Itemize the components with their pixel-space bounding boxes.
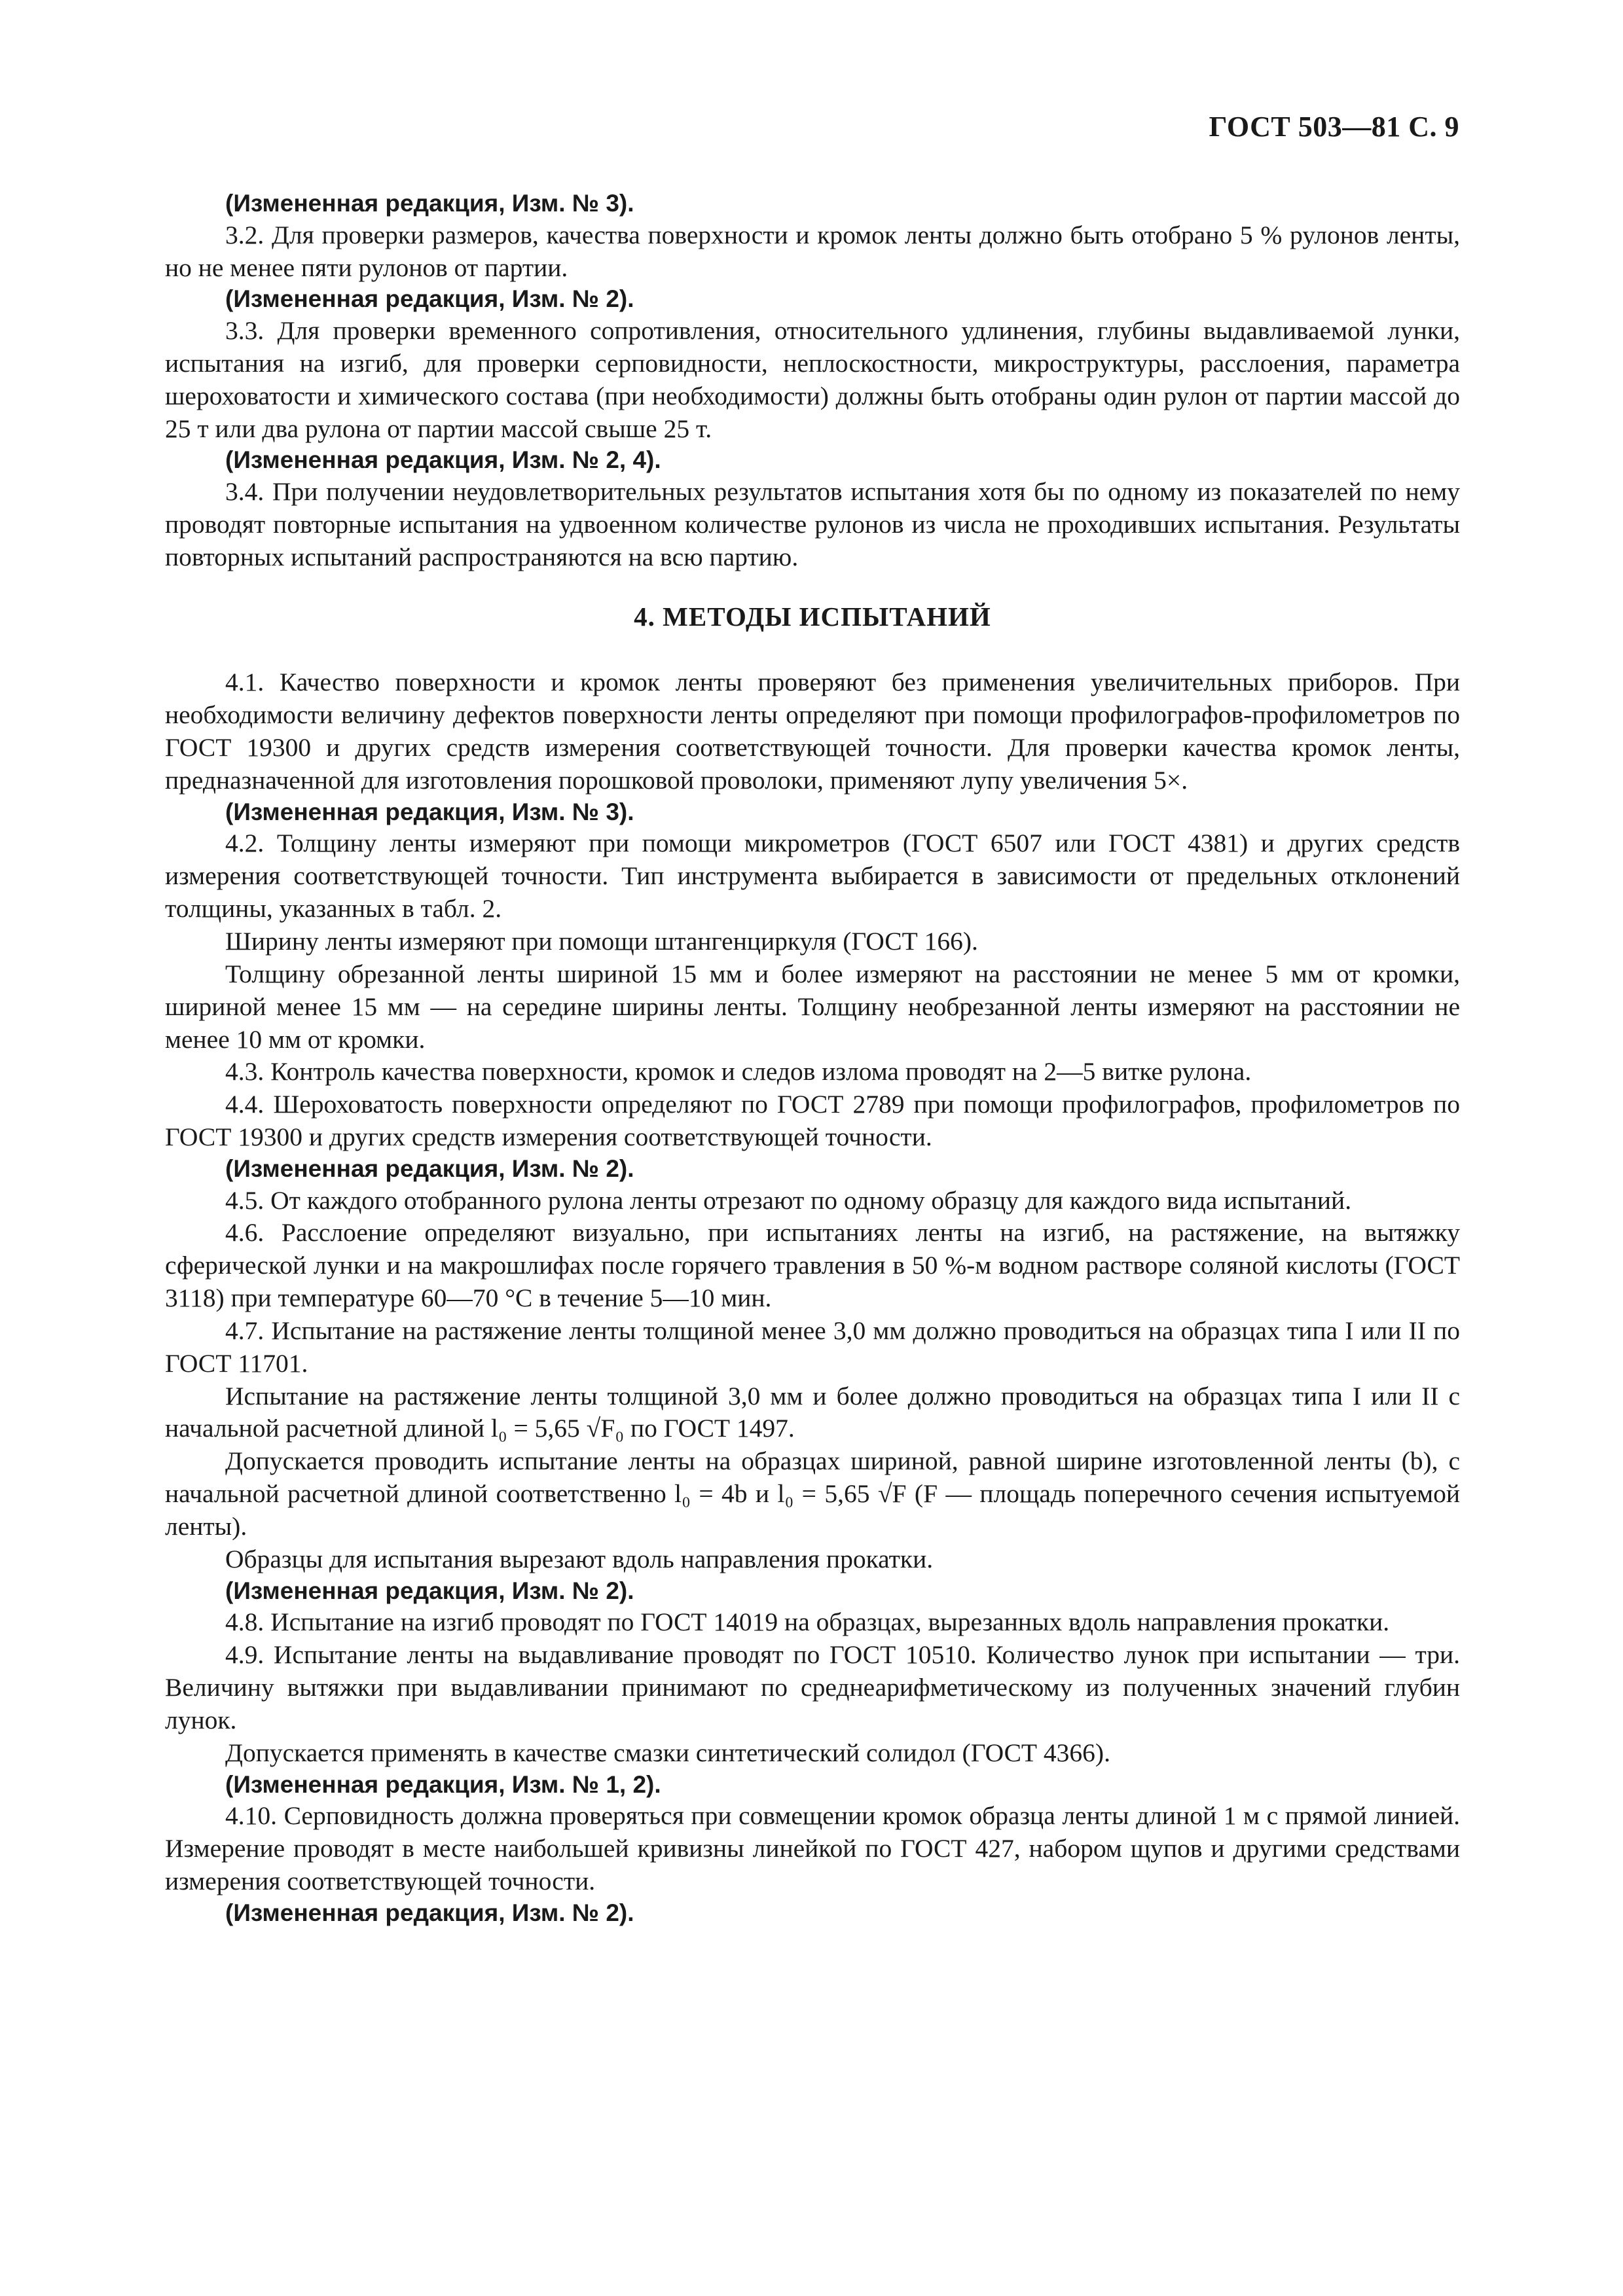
paragraph-4-7-width: Допускается проводить испытание ленты на образцах шириной, равной ширине изготовленной ленты (b), с начальной расчетной длиной соответственно l₀ = 4b и l₀ = 5,65 √F (F — площадь поперечного сечения испытуемой ленты). bbox=[165, 1446, 1460, 1541]
amendment-note: (Измененная редакция, Изм. № 3). bbox=[225, 190, 634, 217]
paragraph-3-2: 3.2. Для проверки размеров, качества поверхности и кромок ленты должно быть отобрано 5 % рулонов ленты, но не менее пяти рулонов от партии. bbox=[165, 220, 1460, 282]
paragraph-4-10: 4.10. Серповидность должна проверяться при совмещении кромок образца ленты длиной 1 м с прямой линией. Измерение проводят в месте наибольшей кривизны линейкой по ГОСТ 427, набором щупов и другими средствами измерения соответствующей точности. bbox=[165, 1801, 1460, 1895]
section-heading: 4. МЕТОДЫ ИСПЫТАНИЙ bbox=[634, 601, 991, 632]
paragraph-4-5: 4.5. От каждого отобранного рулона ленты отрезают по одному образцу для каждого вида испытаний. bbox=[225, 1185, 1352, 1215]
paragraph-4-7: 4.7. Испытание на растяжение ленты толщиной менее 3,0 мм должно проводиться на образцах типа I или II по ГОСТ 11701. bbox=[165, 1316, 1460, 1378]
paragraph-4-7-thick: Испытание на растяжение ленты толщиной 3,0 мм и более должно проводиться на образцах типа I или II с начальной расчетной длиной l₀ = 5,65 √F₀ по ГОСТ 1497. bbox=[165, 1381, 1460, 1443]
document-body bbox=[165, 188, 1460, 1929]
paragraph-4-1: 4.1. Качество поверхности и кромок ленты проверяют без применения увеличительных приборов. При необходимости величину дефектов поверхности ленты определяют при помощи профилографов-профилометров по ГОСТ 19300 и других средств измерения соответствующей точности. Для проверки качества кромок ленты, предназначенной для изготовления порошковой проволоки, применяют лупу увеличения 5×. bbox=[165, 668, 1460, 795]
paragraph-3-4: 3.4. При получении неудовлетворительных результатов испытания хотя бы по одному из показателей по нему проводят повторные испытания на удвоенном количестве рулонов из числа не проходивших испытания. Результаты повторных испытаний распространяются на всю партию. bbox=[165, 477, 1460, 571]
paragraph-4-9-lubricant: Допускается применять в качестве смазки синтетический солидол (ГОСТ 4366). bbox=[225, 1738, 1110, 1767]
paragraph-4-2-width: Ширину ленты измеряют при помощи штангенциркуля (ГОСТ 166). bbox=[225, 926, 978, 956]
amendment-note: (Измененная редакция, Изм. № 2). bbox=[225, 1899, 634, 1926]
paragraph-4-8: 4.8. Испытание на изгиб проводят по ГОСТ 14019 на образцах, вырезанных вдоль направления прокатки. bbox=[225, 1607, 1390, 1637]
paragraph-3-3: 3.3. Для проверки временного сопротивления, относительного удлинения, глубины выдавливаемой лунки, испытания на изгиб, для проверки серповидности, неплоскостности, микроструктуры, расслоения, параметра шероховатости и химического состава (при необходимости) должны быть отобраны один рулон от партии массой до 25 т или два рулона от партии массой свыше 25 т. bbox=[165, 316, 1460, 443]
paragraph-4-9: 4.9. Испытание ленты на выдавливание проводят по ГОСТ 10510. Количество лунок при испытании — три. Величину вытяжки при выдавливании принимают по среднеарифметическому из полученных значений глубин лунок. bbox=[165, 1640, 1460, 1734]
amendment-note: (Измененная редакция, Изм. № 1, 2). bbox=[225, 1770, 661, 1798]
amendment-note: (Измененная редакция, Изм. № 3). bbox=[225, 798, 634, 825]
paragraph-4-4: 4.4. Шероховатость поверхности определяют по ГОСТ 2789 при помощи профилографов, профилометров по ГОСТ 19300 и других средств измерения соответствующей точности. bbox=[165, 1090, 1460, 1152]
paragraph-4-2: 4.2. Толщину ленты измеряют при помощи микрометров (ГОСТ 6507 или ГОСТ 4381) и других средств измерения соответствующей точности. Тип инструмента выбирается в зависимости от предельных отклонений толщины, указанных в табл. 2. bbox=[165, 829, 1460, 924]
amendment-note: (Измененная редакция, Изм. № 2, 4). bbox=[225, 446, 661, 474]
running-head: ГОСТ 503—81 С. 9 bbox=[1209, 111, 1459, 143]
amendment-note: (Измененная редакция, Изм. № 2). bbox=[225, 1577, 634, 1604]
paragraph-4-3: 4.3. Контроль качества поверхности, кромок и следов излома проводят на 2—5 витке рулона. bbox=[225, 1057, 1252, 1086]
paragraph-4-6: 4.6. Расслоение определяют визуально, при испытаниях ленты на изгиб, на растяжение, на вытяжку сферической лунки и на макрошлифах после горячего травления в 50 %-м водном растворе соляной кислоты (ГОСТ 3118) при температуре 60—70 °С в течение 5—10 мин. bbox=[165, 1218, 1460, 1313]
paragraph-4-7-direction: Образцы для испытания вырезают вдоль направления прокатки. bbox=[225, 1544, 934, 1573]
amendment-note: (Измененная редакция, Изм. № 2). bbox=[225, 1155, 634, 1182]
paragraph-4-2-thickness: Толщину обрезанной ленты шириной 15 мм и более измеряют на расстоянии не менее 5 мм от кромки, шириной менее 15 мм — на середине ширины ленты. Толщину необрезанной ленты измеряют на расстоянии не менее 10 мм от кромки. bbox=[165, 959, 1460, 1054]
amendment-note: (Измененная редакция, Изм. № 2). bbox=[225, 285, 634, 313]
